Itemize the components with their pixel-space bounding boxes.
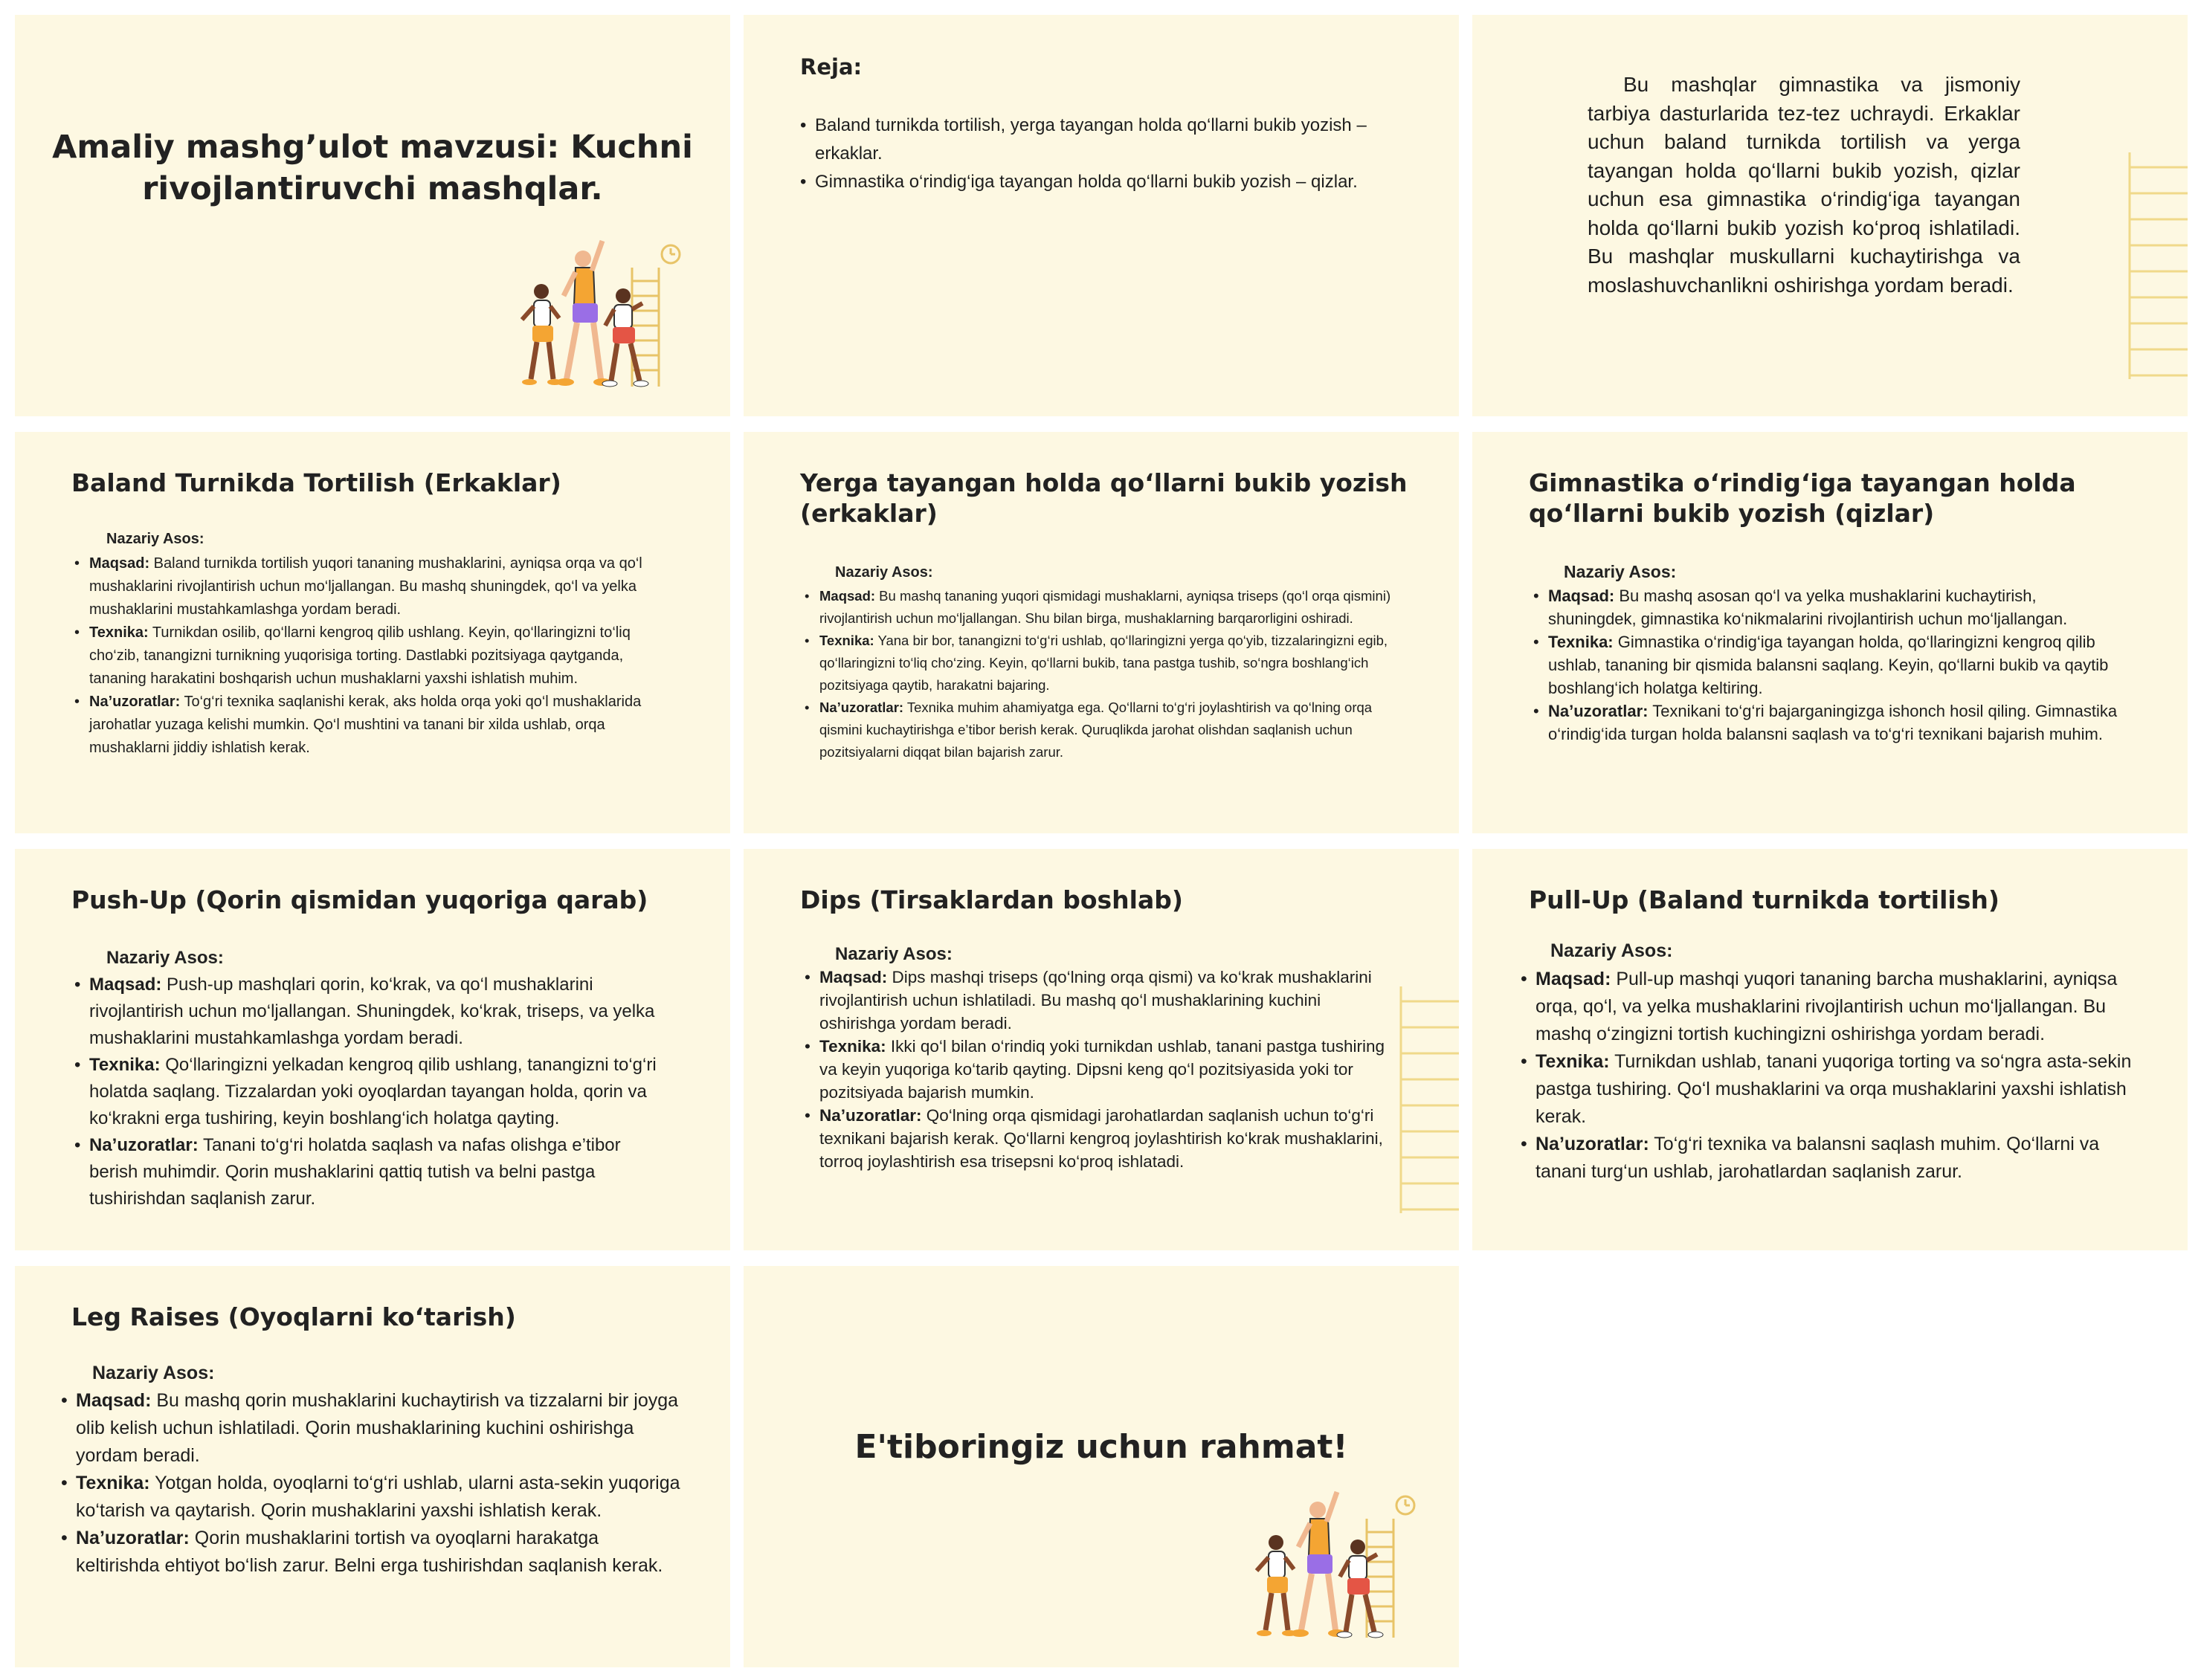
exercising-people-illustration xyxy=(513,238,692,394)
theory-list xyxy=(1521,966,2138,1186)
list-item: • Maqsad: Push-up mashqlari qorin, ko‘krak, va qo‘l mushaklarini rivojlantirish uchun mo‘ljallangan. Shuningdek, ko‘krak, triseps, va yelka mushaklarini mustahkamlashga yordam beradi. xyxy=(74,972,669,1052)
ladder-decoration xyxy=(1398,986,1459,1217)
list-item: • Na’uzoratlar: Texnikani to‘g‘ri bajarganingizga ishonch hosil qiling. Gimnastika o‘rindig‘ida turgan holda balansni saqlash va to‘g‘ri texnikani bajarish muhim. xyxy=(1533,700,2128,746)
section-subtitle: Nazariy Asos: xyxy=(1550,940,1673,961)
theory-list xyxy=(74,972,669,1212)
list-item: • Texnika: Qo‘llaringizni yelkadan kengroq qilib ushlang, tanangizni to‘g‘ri holatda saqlang. Tizzalardan yoki oyoqlardan tayangan holda, qorin va ko‘krakni erga tushiring, keyin boshlang‘ich holatga qayting. xyxy=(74,1052,669,1132)
slide-dips xyxy=(744,849,1459,1250)
list-item: • Texnika: Ikki qo‘l bilan o‘rindiq yoki turnikdan ushlab, tanani pastga tushiring va keyin yuqoriga ko‘tarib qayting. Dipsni keng qo‘l pozitsiyasida yoki tor pozitsiyada bajarish mumkin. xyxy=(805,1035,1399,1104)
list-item: • Texnika: Yana bir bor, tanangizni to‘g‘ri ushlab, qo‘llaringizni yerga qo‘yib, tizzalaringizni egib, qo‘llaringizni to‘liq cho‘zing. Keyin, qo‘llarni bukib, tana pastga tushib, so‘ngra boshlang‘ich pozitsiyaga qaytib, harakatni bajaring. xyxy=(805,630,1399,697)
section-subtitle: Nazariy Asos: xyxy=(92,1363,215,1383)
slide-heading: Pull-Up (Baland turnikda tortilish) xyxy=(1529,885,1999,914)
list-item: • Maqsad: Baland turnikda tortilish yuqori tananing mushaklarini, ayniqsa orqa va qo‘l mushaklarini rivojlantirish uchun mo‘ljallangan. Bu mashq shuningdek, qo‘l va yelka mushaklarini mustahkamlashga yordam beradi. xyxy=(74,552,684,621)
list-item: • Maqsad: Pull-up mashqi yuqori tananing barcha mushaklarini, ayniqsa orqa, qo‘l, va yelka mushaklarini rivojlantirish uchun mo‘ljallangan. Bu mashq o‘zingizni tortish kuchingizni oshirishga yordam beradi. xyxy=(1521,966,2138,1048)
exercising-people-illustration xyxy=(1248,1489,1426,1645)
slide-thanks xyxy=(744,1266,1459,1667)
section-subtitle: Nazariy Asos: xyxy=(835,564,933,581)
slide-leg-raises xyxy=(15,1266,730,1667)
slide-heading: Baland Turnikda Tortilish (Erkaklar) xyxy=(71,468,561,497)
slide-heading: Leg Raises (Oyoqlarni ko‘tarish) xyxy=(71,1302,516,1331)
list-item: • Texnika: Turnikdan ushlab, tanani yuqoriga torting va so‘ngra asta-sekin pastga tushiring. Qo‘l mushaklarini va orqa mushaklarini yaxshi ishlatish kerak. xyxy=(1521,1048,2138,1131)
list-item: • Maqsad: Bu mashq qorin mushaklarini kuchaytirish va tizzalarni bir joyga olib kelish uchun ishlatiladi. Qorin mushaklarining kuchini oshirishga yordam beradi. xyxy=(61,1387,686,1470)
ladder-decoration xyxy=(2127,152,2188,383)
section-subtitle: Nazariy Asos: xyxy=(106,948,224,968)
section-subtitle: Nazariy Asos: xyxy=(835,944,953,964)
intro-paragraph: Bu mashqlar gimnastika va jismoniy tarbiya dasturlarida tez-tez uchraydi. Erkaklar uchun baland turnikda tortilish va yerga tayangan holda qo‘llarni bukib yozish, qizlar uchun esa gimnastika o‘rindig‘iga tayangan holda qo‘llarni bukib yozish ko‘proq ishlatiladi. Bu mashqlar muskullarni kuchaytirishga va moslashuvchanlikni oshirishga yordam beradi. xyxy=(1588,73,2020,297)
theory-list xyxy=(74,552,684,760)
theory-list xyxy=(805,585,1399,763)
list-item: • Na’uzoratlar: Qorin mushaklarini tortish va oyoqlarni harakatga keltirishda ehtiyot bo‘lish zarur. Belni erga tushirishdan saqlanish kerak. xyxy=(61,1525,686,1580)
slide-plan xyxy=(744,15,1459,416)
list-item: • Na’uzoratlar: To‘g‘ri texnika saqlanishi kerak, aks holda orqa yoki qo‘l mushaklarida jarohatlar yuzaga kelishi mumkin. Qo‘l mushtini va tanani bir xilda ushlab, orqa mushaklarni jiddiy ishlatish kerak. xyxy=(74,691,684,760)
list-item: • Na’uzoratlar: Qo‘lning orqa qismidagi jarohatlardan saqlanish uchun to‘g‘ri texnikani bajarish kerak. Qo‘llarni kengroq joylashtirish ko‘krak mushaklarini, torroq joylashtirish esa trisepsni ko‘proq ishlatadi. xyxy=(805,1104,1399,1173)
thanks-heading: E'tiboringiz uchun rahmat! xyxy=(854,1428,1348,1466)
list-item: • Na’uzoratlar: Texnika muhim ahamiyatga ega. Qo‘llarni to‘g‘ri joylashtirish va qo‘lning orqa qismini kuchaytirishga e’tibor berish kerak. Quruqlikda jarohat olishdan saqlanish uchun pozitsiyalarni diqqat bilan bajarish zarur. xyxy=(805,697,1399,763)
list-item: • Texnika: Turnikdan osilib, qo‘llarni kengroq qilib ushlang. Keyin, qo‘llaringizni to‘liq cho‘zib, tanangizni turnikning yuqorisiga torting. Dastlabki pozitsiyaga qaytganda, tananing harakatini boshqarish uchun mushaklarni yaxshi ishlatish muhim. xyxy=(74,621,684,691)
cover-title: Amaliy mashg’ulot mavzusi: Kuchni rivojlantiruvchi mashqlar. xyxy=(52,129,693,207)
slide-bench-pushup xyxy=(1472,432,2188,833)
slide-heading: Push-Up (Qorin qismidan yuqoriga qarab) xyxy=(71,885,648,914)
list-item: • Maqsad: Dips mashqi triseps (qo‘lning orqa qismi) va ko‘krak mushaklarini rivojlantirish uchun ishlatiladi. Bu mashq qo‘l mushaklarining kuchini oshirishga yordam beradi. xyxy=(805,966,1399,1035)
slide-intro xyxy=(1472,15,2188,416)
list-item: • Na’uzoratlar: To‘g‘ri texnika va balansni saqlash muhim. Qo‘llarni va tanani turg‘un ushlab, jarohatlardan saqlanish zarur. xyxy=(1521,1131,2138,1186)
slide-title xyxy=(15,15,730,416)
theory-list xyxy=(1533,584,2128,746)
list-item: • Gimnastika o‘rindig‘iga tayangan holda qo‘llarni bukib yozish – qizlar. xyxy=(800,168,1380,196)
slide-pull-up xyxy=(1472,849,2188,1250)
section-subtitle: Nazariy Asos: xyxy=(106,531,204,547)
slide-heading: Reja: xyxy=(800,54,863,80)
list-item: • Maqsad: Bu mashq asosan qo‘l va yelka mushaklarini kuchaytirish, shuningdek, gimnastika ko‘nikmalarini rivojlantirish uchun mo‘ljallangan. xyxy=(1533,584,2128,630)
list-item: • Na’uzoratlar: Tanani to‘g‘ri holatda saqlash va nafas olishga e’tibor berish muhimdir. Qorin mushaklarini qattiq tutish va belni pastga tushirishdan saqlanish zarur. xyxy=(74,1132,669,1212)
list-item: • Texnika: Yotgan holda, oyoqlarni to‘g‘ri ushlab, ularni asta-sekin yuqoriga ko‘tarish va qaytarish. Qorin mushaklarini yaxshi ishlatish kerak. xyxy=(61,1470,686,1525)
list-item: • Texnika: Gimnastika o‘rindig‘iga tayangan holda, qo‘llaringizni kengroq qilib ushlab, tananing bir qismida balansni saqlang. Keyin, qo‘llarni bukib va qaytib boshlang‘ich holatga keltiring. xyxy=(1533,630,2128,700)
theory-list xyxy=(805,966,1399,1173)
theory-list xyxy=(61,1387,686,1580)
slide-floor-pushup xyxy=(744,432,1459,833)
slide-high-bar xyxy=(15,432,730,833)
slide-push-up xyxy=(15,849,730,1250)
list-item: • Baland turnikda tortilish, yerga tayangan holda qo‘llarni bukib yozish – erkaklar. xyxy=(800,112,1380,168)
slide-heading: Yerga tayangan holda qo‘llarni bukib yozish (erkaklar) xyxy=(800,468,1408,528)
section-subtitle: Nazariy Asos: xyxy=(1564,562,1677,581)
list-item: • Maqsad: Bu mashq tananing yuqori qismidagi mushaklarni, ayniqsa triseps (qo‘l orqa qismini) rivojlantirish uchun mo‘ljallangan. Shu bilan birga, mushaklarning barqarorligini oshiradi. xyxy=(805,585,1399,630)
plan-list xyxy=(800,112,1380,196)
slide-heading: Dips (Tirsaklardan boshlab) xyxy=(800,885,1183,914)
slide-heading: Gimnastika o‘rindig‘iga tayangan holda qo‘llarni bukib yozish (qizlar) xyxy=(1529,468,2076,528)
